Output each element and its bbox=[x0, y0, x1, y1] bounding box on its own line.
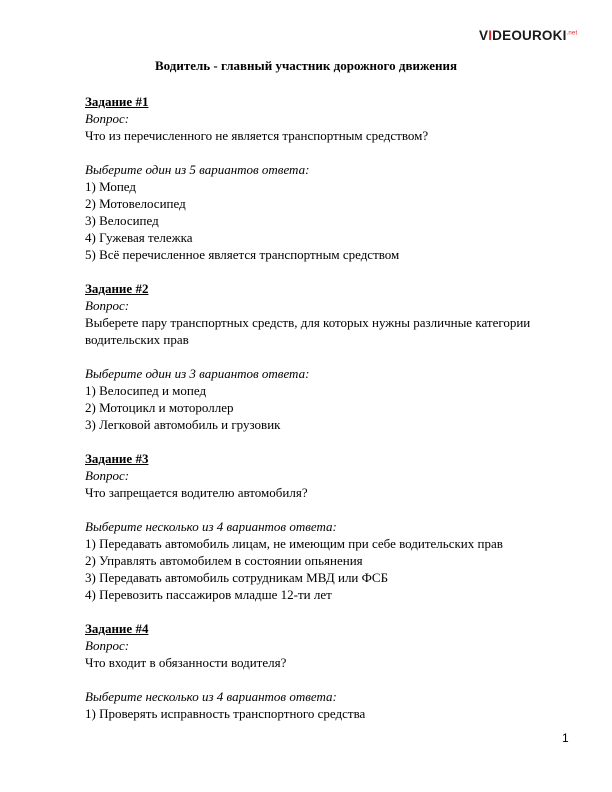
answer-option: 3) Передавать автомобиль сотрудникам МВД или ФСБ bbox=[85, 570, 389, 585]
task-1 bbox=[85, 93, 565, 263]
answer-option: 2) Мотоцикл и мотороллер bbox=[85, 400, 234, 415]
question-text: Что из перечисленного не является транспортным средством? bbox=[85, 128, 429, 143]
answer-option: 2) Мотовелосипед bbox=[85, 196, 186, 211]
spacer bbox=[85, 144, 565, 161]
videouroki-logo bbox=[479, 28, 577, 43]
page-number: 1 bbox=[562, 731, 569, 745]
task-heading: Задание #1 bbox=[85, 94, 149, 109]
question-text: Выберете пару транспортных средств, для которых нужны различные категории водительских прав bbox=[85, 315, 531, 347]
task-3 bbox=[85, 450, 565, 603]
spacer bbox=[85, 671, 565, 688]
answer-option: 4) Перевозить пассажиров младше 12-ти лет bbox=[85, 587, 332, 602]
answer-option: 1) Проверять исправность транспортного средства bbox=[85, 706, 366, 721]
answer-option: 4) Гужевая тележка bbox=[85, 230, 193, 245]
answer-option: 5) Всё перечисленное является транспортным средством bbox=[85, 247, 400, 262]
task-heading: Задание #2 bbox=[85, 281, 149, 296]
choose-label: Выберите несколько из 4 вариантов ответа: bbox=[85, 689, 337, 704]
spacer bbox=[85, 348, 565, 365]
question-label: Вопрос: bbox=[85, 298, 130, 313]
question-label: Вопрос: bbox=[85, 111, 130, 126]
task-heading: Задание #4 bbox=[85, 621, 149, 636]
answer-option: 3) Велосипед bbox=[85, 213, 159, 228]
answer-option: 1) Велосипед и мопед bbox=[85, 383, 207, 398]
question-label: Вопрос: bbox=[85, 468, 130, 483]
logo-text-tail: .net bbox=[566, 30, 578, 37]
answer-option: 1) Мопед bbox=[85, 179, 136, 194]
document-content bbox=[85, 93, 565, 739]
spacer bbox=[85, 501, 565, 518]
choose-label: Выберите один из 3 вариантов ответа: bbox=[85, 366, 310, 381]
document-title: Водитель - главный участник дорожного движения bbox=[154, 58, 457, 73]
question-text: Что входит в обязанности водителя? bbox=[85, 655, 287, 670]
logo-text-i: I bbox=[488, 28, 493, 43]
question-label: Вопрос: bbox=[85, 638, 130, 653]
question-text: Что запрещается водителю автомобиля? bbox=[85, 485, 308, 500]
task-4 bbox=[85, 620, 565, 722]
logo-text-part2: DEOUROKI bbox=[492, 28, 567, 43]
answer-option: 2) Управлять автомобилем в состоянии опьянения bbox=[85, 553, 363, 568]
task-2 bbox=[85, 280, 565, 433]
task-heading: Задание #3 bbox=[85, 451, 149, 466]
choose-label: Выберите один из 5 вариантов ответа: bbox=[85, 162, 310, 177]
choose-label: Выберите несколько из 4 вариантов ответа: bbox=[85, 519, 337, 534]
answer-option: 3) Легковой автомобиль и грузовик bbox=[85, 417, 281, 432]
logo-text-part1: V bbox=[479, 28, 489, 43]
answer-option: 1) Передавать автомобиль лицам, не имеющим при себе водительских прав bbox=[85, 536, 503, 551]
